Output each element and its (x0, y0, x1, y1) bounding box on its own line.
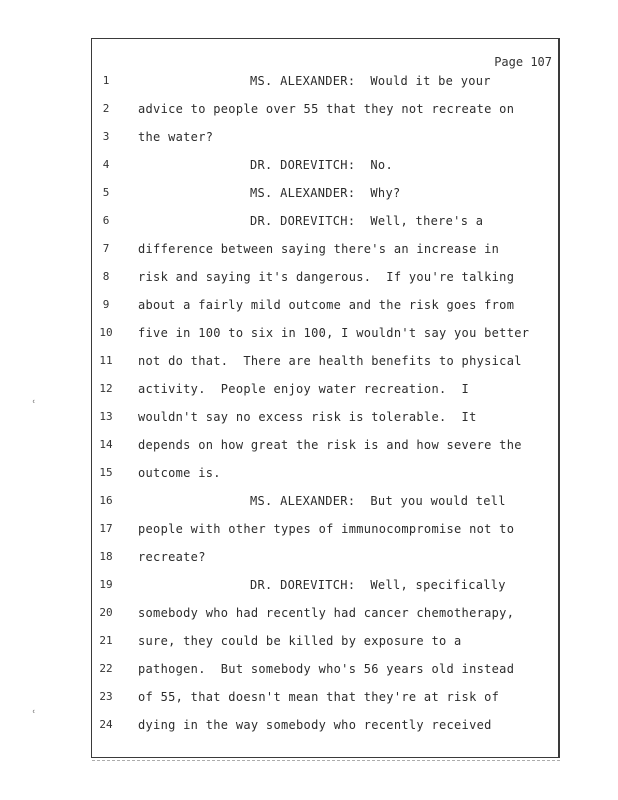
line-number: 5 (102, 186, 110, 199)
transcript-line: difference between saying there's an increase in (138, 242, 500, 256)
transcript-line: not do that. There are health benefits to physical (138, 354, 522, 368)
transcript-line: risk and saying it's dangerous. If you're talking (138, 270, 515, 284)
line-number: 13 (99, 410, 113, 423)
transcript-line: MS. ALEXANDER: Why? (250, 186, 401, 200)
line-number: 17 (99, 522, 113, 535)
line-number: 6 (102, 214, 110, 227)
scan-edge-artifact (92, 760, 560, 761)
line-number: 8 (102, 270, 110, 283)
transcript-line: of 55, that doesn't mean that they're at risk of (138, 690, 500, 704)
transcript-line: DR. DOREVITCH: Well, specifically (250, 578, 506, 592)
transcript-line: wouldn't say no excess risk is tolerable. It (138, 410, 477, 424)
transcript-line: depends on how great the risk is and how severe the (138, 438, 522, 452)
transcript-line: people with other types of immunocompromise not to (138, 522, 515, 536)
line-number: 24 (99, 718, 113, 731)
line-number: 20 (99, 606, 113, 619)
line-number: 2 (102, 102, 110, 115)
line-number: 22 (99, 662, 113, 675)
transcript-line: DR. DOREVITCH: Well, there's a (250, 214, 484, 228)
page-number-header: Page 107 (494, 55, 552, 69)
transcript-line: somebody who had recently had cancer chemotherapy, (138, 606, 515, 620)
line-number: 14 (99, 438, 113, 451)
transcript-line: DR. DOREVITCH: No. (250, 158, 393, 172)
line-number: 11 (99, 354, 113, 367)
transcript-line: dying in the way somebody who recently received (138, 718, 492, 732)
line-number: 9 (102, 298, 110, 311)
transcript-page-frame (91, 38, 560, 758)
transcript-line: the water? (138, 130, 214, 144)
line-number: 16 (99, 494, 113, 507)
line-number: 12 (99, 382, 113, 395)
transcript-line: five in 100 to six in 100, I wouldn't say you better (138, 326, 530, 340)
transcript-line: recreate? (138, 550, 206, 564)
line-number: 19 (99, 578, 113, 591)
line-number: 23 (99, 690, 113, 703)
margin-mark: ʿ (30, 708, 38, 722)
line-number: 15 (99, 466, 113, 479)
transcript-line: advice to people over 55 that they not recreate on (138, 102, 515, 116)
line-number: 3 (102, 130, 110, 143)
line-number: 21 (99, 634, 113, 647)
transcript-line: activity. People enjoy water recreation. I (138, 382, 470, 396)
line-number: 10 (99, 326, 113, 339)
transcript-line: MS. ALEXANDER: But you would tell (250, 494, 506, 508)
margin-mark: ʿ (30, 398, 38, 412)
transcript-line: outcome is. (138, 466, 221, 480)
transcript-line: MS. ALEXANDER: Would it be your (250, 74, 491, 88)
line-number: 4 (102, 158, 110, 171)
transcript-line: sure, they could be killed by exposure to a (138, 634, 462, 648)
line-number: 7 (102, 242, 110, 255)
line-number: 18 (99, 550, 113, 563)
line-number: 1 (102, 74, 110, 87)
transcript-line: about a fairly mild outcome and the risk goes from (138, 298, 515, 312)
transcript-line: pathogen. But somebody who's 56 years old instead (138, 662, 515, 676)
